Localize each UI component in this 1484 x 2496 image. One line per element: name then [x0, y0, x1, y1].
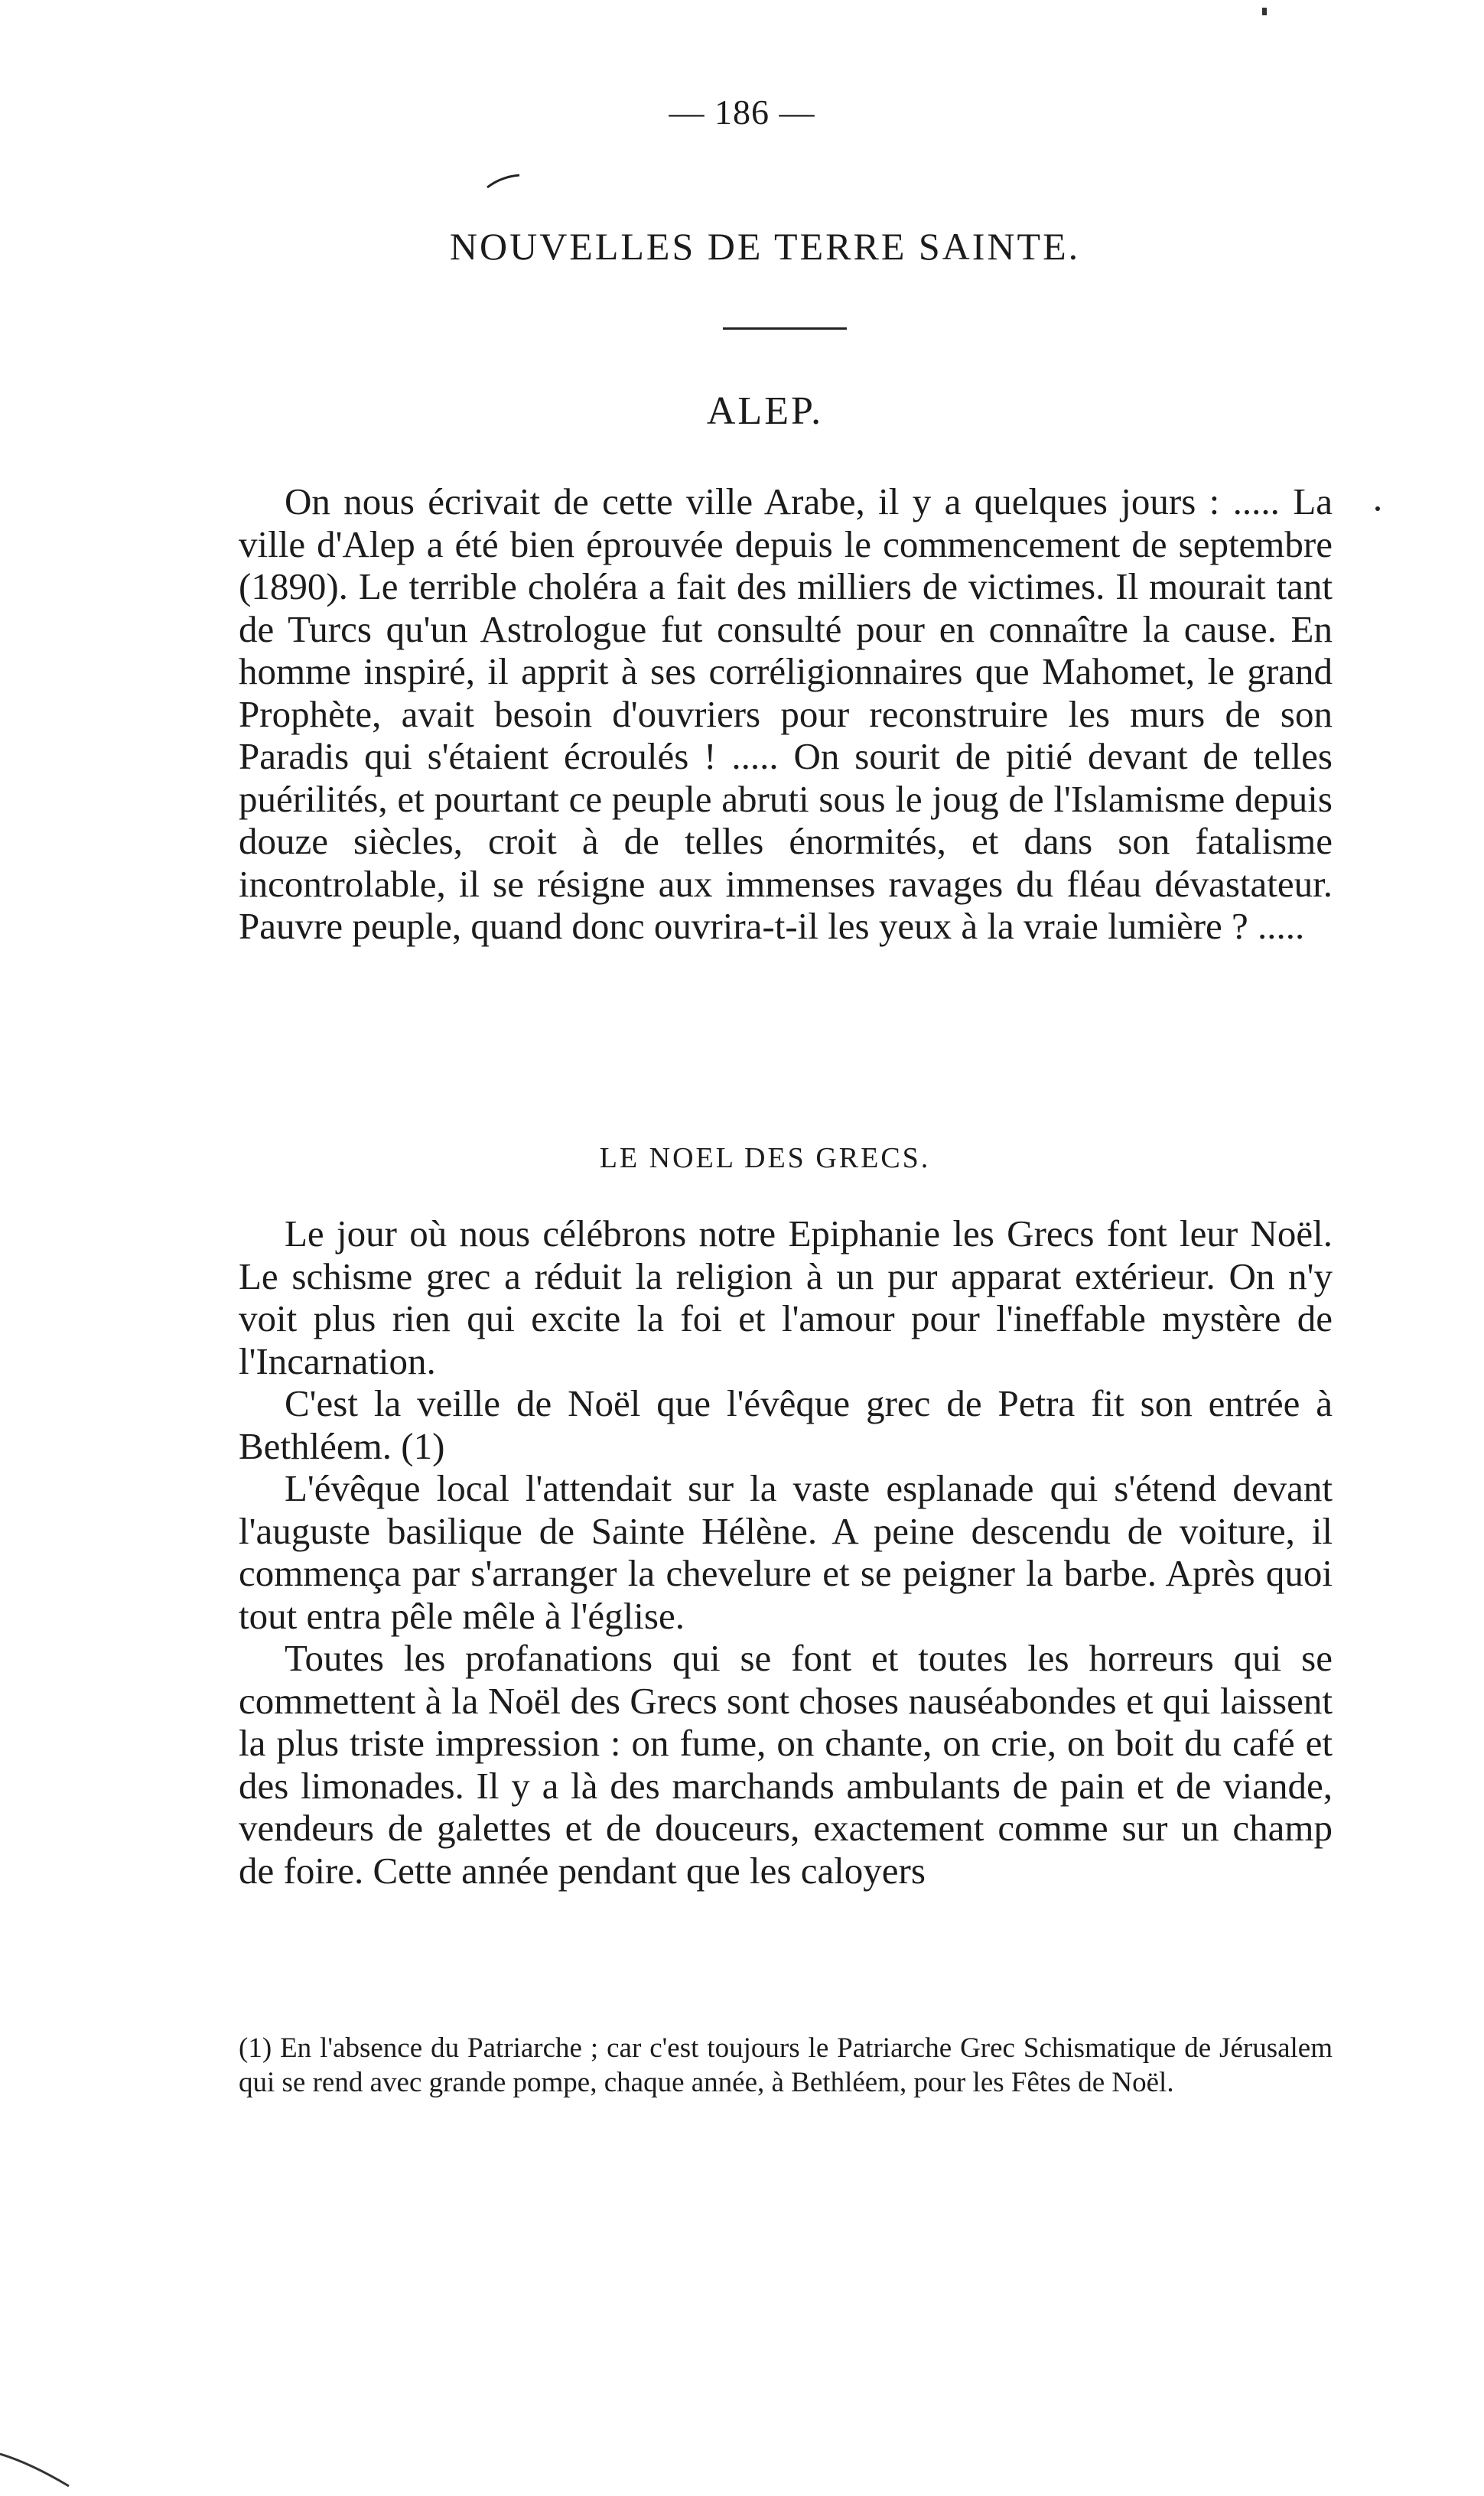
paragraph: L'évêque local l'attendait sur la vaste esplanade qui s'étend devant l'auguste basilique de Sainte Hélène. A peine descendu de voiture, il commença par s'arranger la chevelure et se peigner la barbe. Après quoi tout entra pêle mêle à l'église. — [239, 1467, 1333, 1637]
paragraph: On nous écrivait de cette ville Arabe, il y a quelques jours : ..... La ville d'Alep a été bien éprouvée depuis le commencement de septembre (1890). Le terrible choléra a fait des milliers de victimes. Il mourait tant de Turcs qu'un Astrologue fut consulté pour en connaître la cause. En homme inspiré, il apprit à ses corréligionnaires que Mahomet, le grand Prophète, avait besoin d'ouvriers pour reconstruire les murs de son Paradis qui s'étaient écroulés ! ..... On sourit de pitié devant de telles puérilités, et pourtant ce peuple abruti sous le joug de l'Islamisme depuis douze siècles, croit à de telles énormités, et dans son fatalisme incontrolable, il se résigne aux immenses ravages du fléau dévastateur. Pauvre peuple, quand donc ouvrira-t-il les yeux à la vraie lumière ? ..... — [239, 480, 1333, 947]
page-title: NOUVELLES DE TERRE SAINTE. — [449, 225, 1081, 268]
corner-ink-mark — [1262, 8, 1267, 15]
margin-dot — [1375, 506, 1380, 511]
paragraph: Toutes les profanations qui se font et toutes les horreurs qui se commettent à la Noël des Grecs sont choses nauséabondes et qui laissent la plus triste impression : on fume, on chante, on crie, on boit du café et des limonades. Il y a là des marchands ambulants de pain et de viande, vendeurs de galettes et de douceurs, exactement comme sur un champ de foire. Cette année pendant que les caloyers — [239, 1637, 1333, 1892]
section-heading-alep: ALEP. — [706, 389, 824, 433]
footnote: (1) En l'absence du Patriarche ; car c'est toujours le Patriarche Grec Schismatique de Jérusalem qui se rend avec grande pompe, chaque année, à Bethléem, pour les Fêtes de Noël. — [239, 2032, 1333, 2098]
section-body-alep — [239, 480, 1333, 948]
paragraph: Le jour où nous célébrons notre Epiphanie les Grecs font leur Noël. Le schisme grec a réduit la religion à un pur apparat extérieur. On n'y voit plus rien qui excite la foi et l'amour pour l'ineffable mystère de l'Incarnation. — [239, 1212, 1333, 1382]
pen-stroke-mark — [486, 172, 522, 190]
page-number: — 186 — — [669, 93, 815, 132]
edge-ink-stroke — [0, 2448, 92, 2494]
section-body-noel — [239, 1212, 1333, 1892]
section-heading-noel: LE NOEL DES GRECS. — [599, 1142, 931, 1174]
title-divider — [723, 327, 847, 330]
paragraph: C'est la veille de Noël que l'évêque grec de Petra fit son entrée à Bethléem. (1) — [239, 1382, 1333, 1467]
